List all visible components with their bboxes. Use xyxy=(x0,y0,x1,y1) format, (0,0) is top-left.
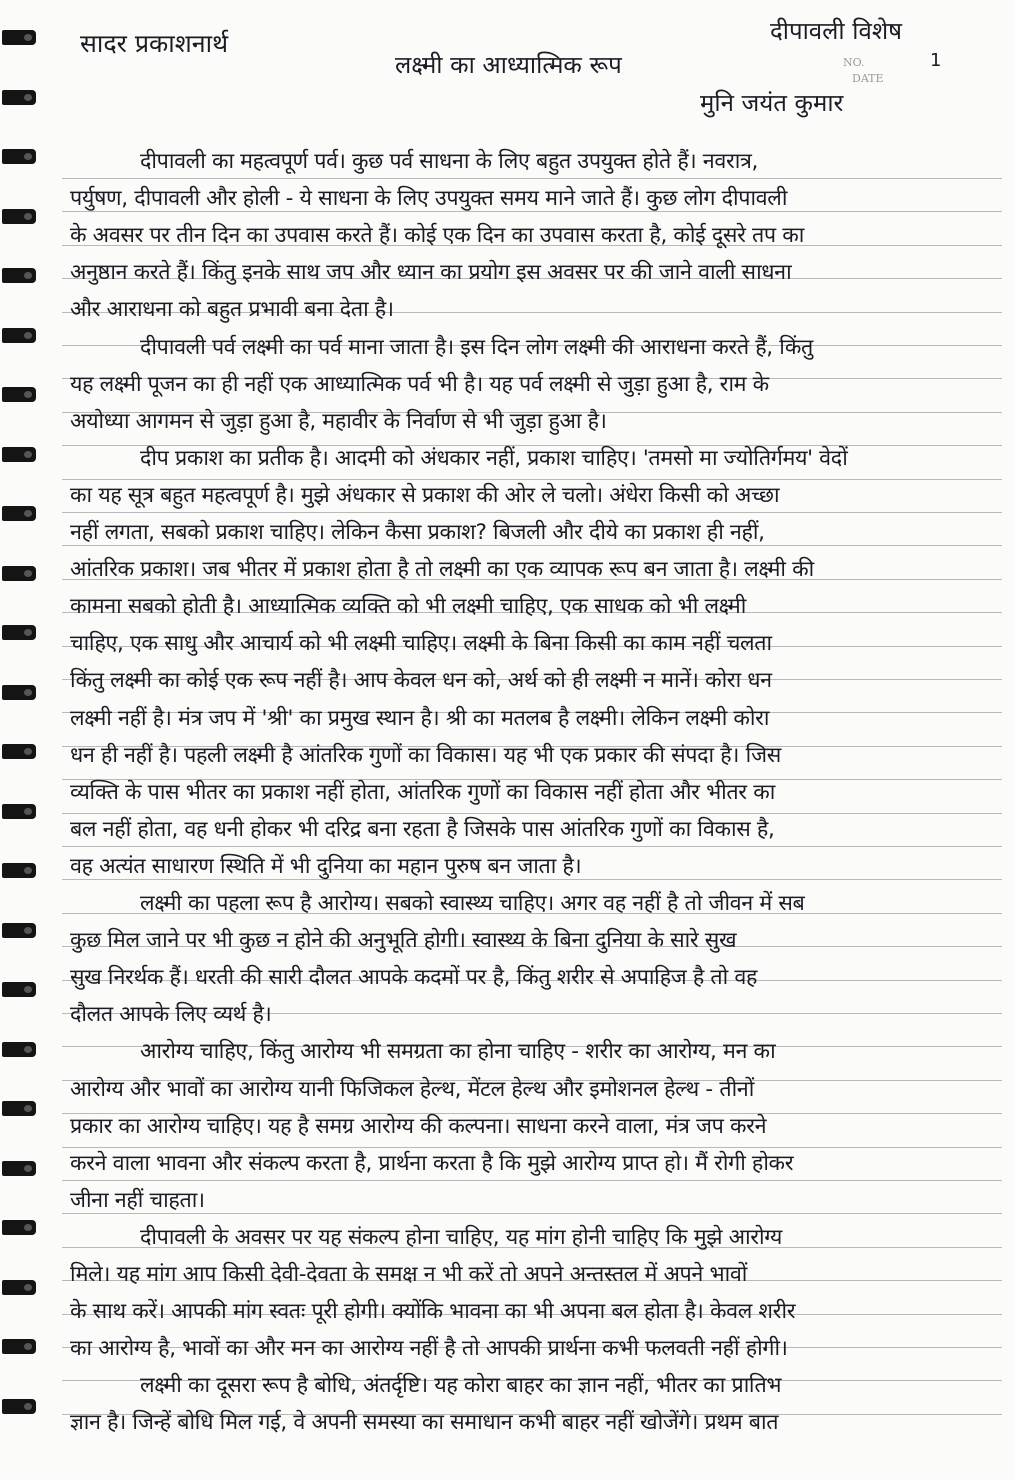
page-number: 1 xyxy=(930,50,942,71)
pad-date-label: DATE xyxy=(852,72,884,85)
ruled-line xyxy=(62,512,1002,513)
handwritten-line: कुछ मिल जाने पर भी कुछ न होने की अनुभूति होगी। स्वास्थ्य के बिना दुनिया के सारे सुख xyxy=(70,928,737,954)
ruled-line xyxy=(62,1180,1002,1181)
handwritten-line: लक्ष्मी का दूसरा रूप है बोधि, अंतर्दृष्टि। यह कोरा बाहर का ज्ञान नहीं, भीतर का प्रातिभ xyxy=(140,1373,782,1399)
handwritten-line: लक्ष्मी नहीं है। मंत्र जप में 'श्री' का प्रमुख स्थान है। श्री का मतलब है लक्ष्मी। लेकिन लक्ष्मी कोरा xyxy=(70,705,770,731)
spiral-ring xyxy=(2,982,36,997)
spiral-ring xyxy=(2,30,36,45)
spiral-ring xyxy=(2,804,36,819)
handwritten-line: अयोध्या आगमन से जुड़ा हुआ है, महावीर के निर्वाण से भी जुड़ा हुआ है। xyxy=(70,408,607,434)
spiral-ring xyxy=(2,1101,36,1116)
handwritten-line: आरोग्य और भावों का आरोग्य यानी फिजिकल हेल्थ, मेंटल हेल्थ और इमोशनल हेल्थ - तीनों xyxy=(70,1076,754,1102)
spiral-ring xyxy=(2,1280,36,1295)
spiral-ring xyxy=(2,447,36,462)
handwritten-line: किंतु लक्ष्मी का कोई एक रूप नहीं है। आप केवल धन को, अर्थ को ही लक्ष्मी न मानें। कोरा धन xyxy=(70,668,772,694)
handwritten-line: बल नहीं होता, वह धनी होकर भी दरिद्र बना रहता है जिसके पास आंतरिक गुणों का विकास है, xyxy=(70,816,775,842)
handwritten-line: चाहिए, एक साधु और आचार्य को भी लक्ष्मी चाहिए। लक्ष्मी के बिना किसी का काम नहीं चलता xyxy=(70,631,772,657)
spiral-ring xyxy=(2,328,36,343)
handwritten-line: ज्ञान है। जिन्हें बोधि मिल गई, वे अपनी समस्या का समाधान कभी बाहर नहीं खोजेंगे। प्रथम बात xyxy=(70,1410,779,1436)
handwritten-line: प्रकार का आरोग्य चाहिए। यह है समग्र आरोग्य की कल्पना। साधना करने वाला, मंत्र जप करने xyxy=(70,1113,767,1139)
handwritten-line: जीना नहीं चाहता। xyxy=(70,1187,205,1213)
spiral-ring xyxy=(2,744,36,759)
handwritten-line: लक्ष्मी का पहला रूप है आरोग्य। सबको स्वास्थ्य चाहिए। अगर वह नहीं है तो जीवन में सब xyxy=(140,891,805,916)
handwritten-line: करने वाला भावना और संकल्प करता है, प्रार्थना करता है कि मुझे आरोग्य प्राप्त हो। मैं रोगी होकर xyxy=(70,1150,794,1176)
spiral-ring xyxy=(2,863,36,878)
special-edition-note: दीपावली विशेष xyxy=(770,17,903,45)
handwritten-line: वह अत्यंत साधारण स्थिति में भी दुनिया का महान पुरुष बन जाता है। xyxy=(70,853,582,879)
spiral-ring xyxy=(2,625,36,640)
handwritten-line: आंतरिक प्रकाश। जब भीतर में प्रकाश होता है तो लक्ष्मी का एक व्यापक रूप बन जाता है। लक्ष्मी की xyxy=(70,557,814,583)
handwritten-line: के अवसर पर तीन दिन का उपवास करते हैं। कोई एक दिन का उपवास करता है, कोई दूसरे तप का xyxy=(70,223,805,249)
handwritten-line: दीपावली पर्व लक्ष्मी का पर्व माना जाता है। इस दिन लोग लक्ष्मी की आराधना करते हैं, किंतु xyxy=(140,334,813,360)
handwritten-line: यह लक्ष्मी पूजन का ही नहीं एक आध्यात्मिक पर्व भी है। यह पर्व लक्ष्मी से जुड़ा हुआ है, राम के xyxy=(70,371,769,397)
spiral-binding xyxy=(0,0,40,1480)
handwritten-line: सुख निरर्थक हैं। धरती की सारी दौलत आपके कदमों पर है, किंतु शरीर से अपाहिज है तो वह xyxy=(70,965,758,991)
spiral-ring xyxy=(2,1161,36,1176)
spiral-ring xyxy=(2,1339,36,1354)
handwritten-line: का यह सूत्र बहुत महत्वपूर्ण है। मुझे अंधकार से प्रकाश की ओर ले चलो। अंधेरा किसी को अच्छा xyxy=(70,482,780,508)
handwritten-line: मिले। यह मांग आप किसी देवी-देवता के समक्ष न भी करें तो अपने अन्तस्तल में अपने भावों xyxy=(70,1262,747,1287)
handwritten-line: का आरोग्य है, भावों का और मन का आरोग्य नहीं है तो आपकी प्रार्थना कभी फलवती नहीं होगी। xyxy=(70,1336,788,1362)
handwritten-line: अनुष्ठान करते हैं। किंतु इनके साथ जप और ध्यान का प्रयोग इस अवसर पर की जाने वाली साधना xyxy=(70,260,792,286)
spiral-ring xyxy=(2,149,36,164)
spiral-ring xyxy=(2,209,36,224)
spiral-ring xyxy=(2,1399,36,1414)
handwritten-line: दौलत आपके लिए व्यर्थ है। xyxy=(70,1002,272,1028)
spiral-ring xyxy=(2,1220,36,1235)
spiral-ring xyxy=(2,566,36,581)
article-title: लक्ष्मी का आध्यात्मिक रूप xyxy=(395,51,622,79)
spiral-ring xyxy=(2,1042,36,1057)
ruled-line xyxy=(62,846,1002,847)
handwritten-line: दीप प्रकाश का प्रतीक है। आदमी को अंधकार नहीं, प्रकाश चाहिए। 'तमसो मा ज्योतिर्गमय' वेदों xyxy=(140,445,848,471)
handwritten-line: दीपावली का महत्वपूर्ण पर्व। कुछ पर्व साधना के लिए बहुत उपयुक्त होते हैं। नवरात्र, xyxy=(140,149,758,174)
handwritten-line: और आराधना को बहुत प्रभावी बना देता है। xyxy=(70,297,394,323)
handwritten-line: धन ही नहीं है। पहली लक्ष्मी है आंतरिक गुणों का विकास। यह भी एक प्रकार की संपदा है। जिस xyxy=(70,742,781,768)
handwritten-line: कामना सबको होती है। आध्यात्मिक व्यक्ति को भी लक्ष्मी चाहिए, एक साधक को भी लक्ष्मी xyxy=(70,594,746,620)
spiral-ring xyxy=(2,506,36,521)
spiral-ring xyxy=(2,268,36,283)
handwritten-line: के साथ करें। आपकी मांग स्वतः पूरी होगी। क्योंकि भावना का भी अपना बल होता है। केवल शरीर xyxy=(70,1299,796,1325)
spiral-ring xyxy=(2,923,36,938)
spiral-ring xyxy=(2,387,36,402)
submission-note: सादर प्रकाशनार्थ xyxy=(80,29,229,58)
handwritten-line: आरोग्य चाहिए, किंतु आरोग्य भी समग्रता का होना चाहिए - शरीर का आरोग्य, मन का xyxy=(140,1039,776,1065)
handwritten-line: नहीं लगता, सबको प्रकाश चाहिए। लेकिन कैसा प्रकाश? बिजली और दीये का प्रकाश ही नहीं, xyxy=(70,520,765,545)
handwritten-line: पर्युषण, दीपावली और होली - ये साधना के लिए उपयुक्त समय माने जाते हैं। कुछ लोग दीपावली xyxy=(70,186,788,212)
pad-no-label: NO. xyxy=(843,56,865,69)
spiral-ring xyxy=(2,90,36,105)
ruled-line xyxy=(62,178,1002,179)
article-author: मुनि जयंत कुमार xyxy=(700,89,844,117)
spiral-ring xyxy=(2,685,36,700)
handwritten-line: दीपावली के अवसर पर यह संकल्प होना चाहिए, यह मांग होनी चाहिए कि मुझे आरोग्य xyxy=(140,1224,783,1250)
handwritten-line: व्यक्ति के पास भीतर का प्रकाश नहीं होता, आंतरिक गुणों का विकास नहीं होता और भीतर का xyxy=(70,779,775,805)
